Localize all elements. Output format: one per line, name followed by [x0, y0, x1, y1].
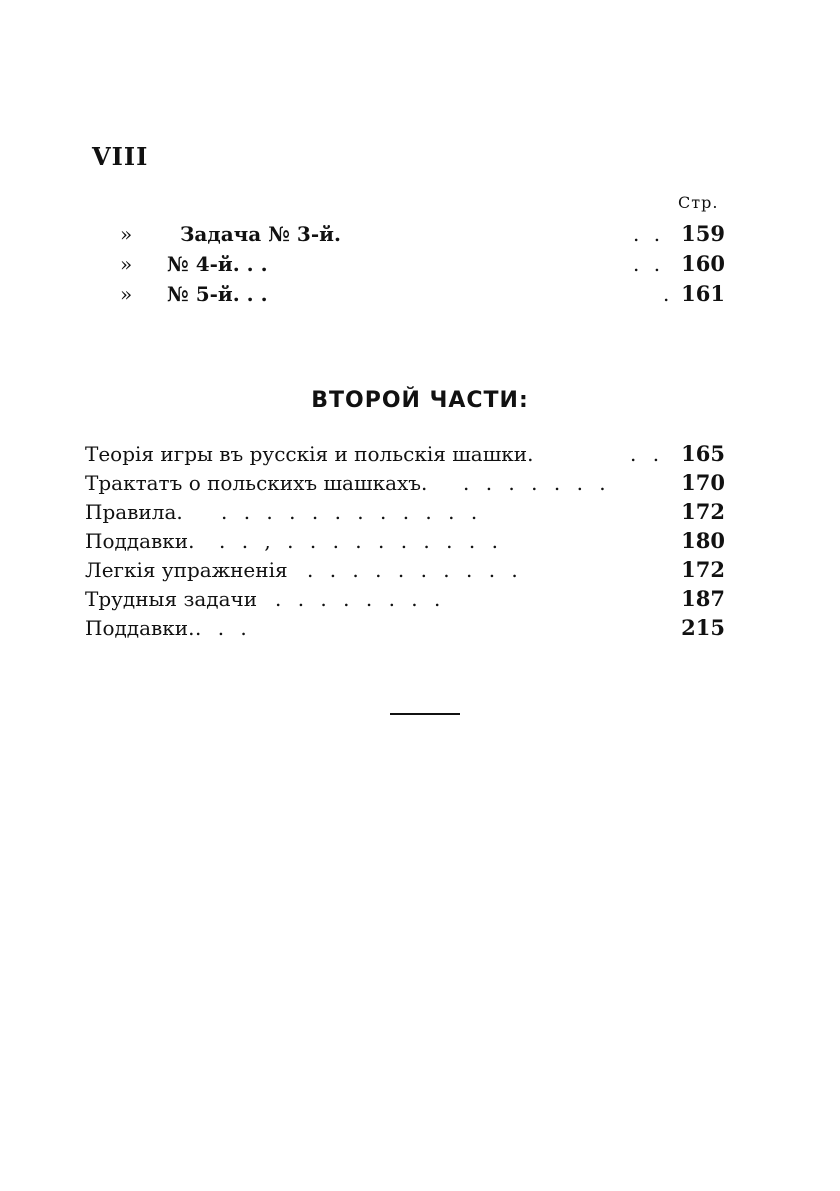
section-end-rule	[390, 713, 460, 715]
toc-entry: Теорія игры въ русскія и польскія шашки.	[85, 442, 534, 466]
toc-entry: № 5-й. . .	[167, 282, 268, 306]
toc-entry: Поддавки.	[85, 616, 195, 640]
toc-row	[85, 250, 725, 278]
toc-leader-dots: . . . . . . .	[463, 471, 611, 495]
toc-entry: Задача № 3-й.	[180, 222, 341, 246]
toc-leader-dots: . . . . . . . .	[275, 587, 446, 611]
toc-row	[85, 527, 725, 555]
toc-leader-dots: . . . . . . . . . . . .	[221, 500, 483, 524]
section-heading: ВТОРОЙ ЧАСТИ:	[311, 388, 529, 413]
toc-row	[85, 220, 725, 248]
toc-row	[85, 280, 725, 308]
toc-leader-dots: . . , . . . . . . . . . .	[219, 529, 503, 553]
toc-mark: »	[120, 222, 133, 246]
toc-page: 172	[681, 499, 725, 524]
toc-entry: Легкія упражненія	[85, 558, 288, 582]
toc-leader-dots: . . . . . . . . . .	[307, 558, 523, 582]
toc-page: 215	[681, 615, 725, 640]
toc-leader-dots: . .	[630, 442, 665, 466]
page-column-label: Стр.	[678, 193, 719, 212]
toc-entry: Трактатъ о польскихъ шашкахъ.	[85, 471, 428, 495]
toc-leader-dots: . .	[633, 252, 665, 276]
toc-entry: № 4-й. . .	[167, 252, 268, 276]
toc-row	[85, 556, 725, 584]
toc-leader-dots: .	[663, 282, 674, 306]
toc-page: 160	[681, 251, 725, 276]
toc-row	[85, 469, 725, 497]
toc-row	[85, 440, 725, 468]
toc-row	[85, 614, 725, 642]
toc-page: 159	[681, 221, 725, 246]
toc-entry: Правила.	[85, 500, 183, 524]
toc-page: 170	[681, 470, 725, 495]
toc-leader-dots: . . .	[195, 616, 252, 640]
toc-page: 172	[681, 557, 725, 582]
page-number: VIII	[92, 142, 149, 171]
toc-leader-dots: . .	[633, 222, 665, 246]
toc-row	[85, 498, 725, 526]
toc-entry: Поддавки.	[85, 529, 195, 553]
toc-page: 165	[681, 441, 725, 466]
toc-row	[85, 585, 725, 613]
toc-page: 161	[681, 281, 725, 306]
toc-page: 187	[681, 586, 725, 611]
toc-entry: Трудныя задачи	[85, 587, 258, 611]
toc-mark: »	[120, 252, 133, 276]
toc-mark: »	[120, 282, 133, 306]
toc-page: 180	[681, 528, 725, 553]
